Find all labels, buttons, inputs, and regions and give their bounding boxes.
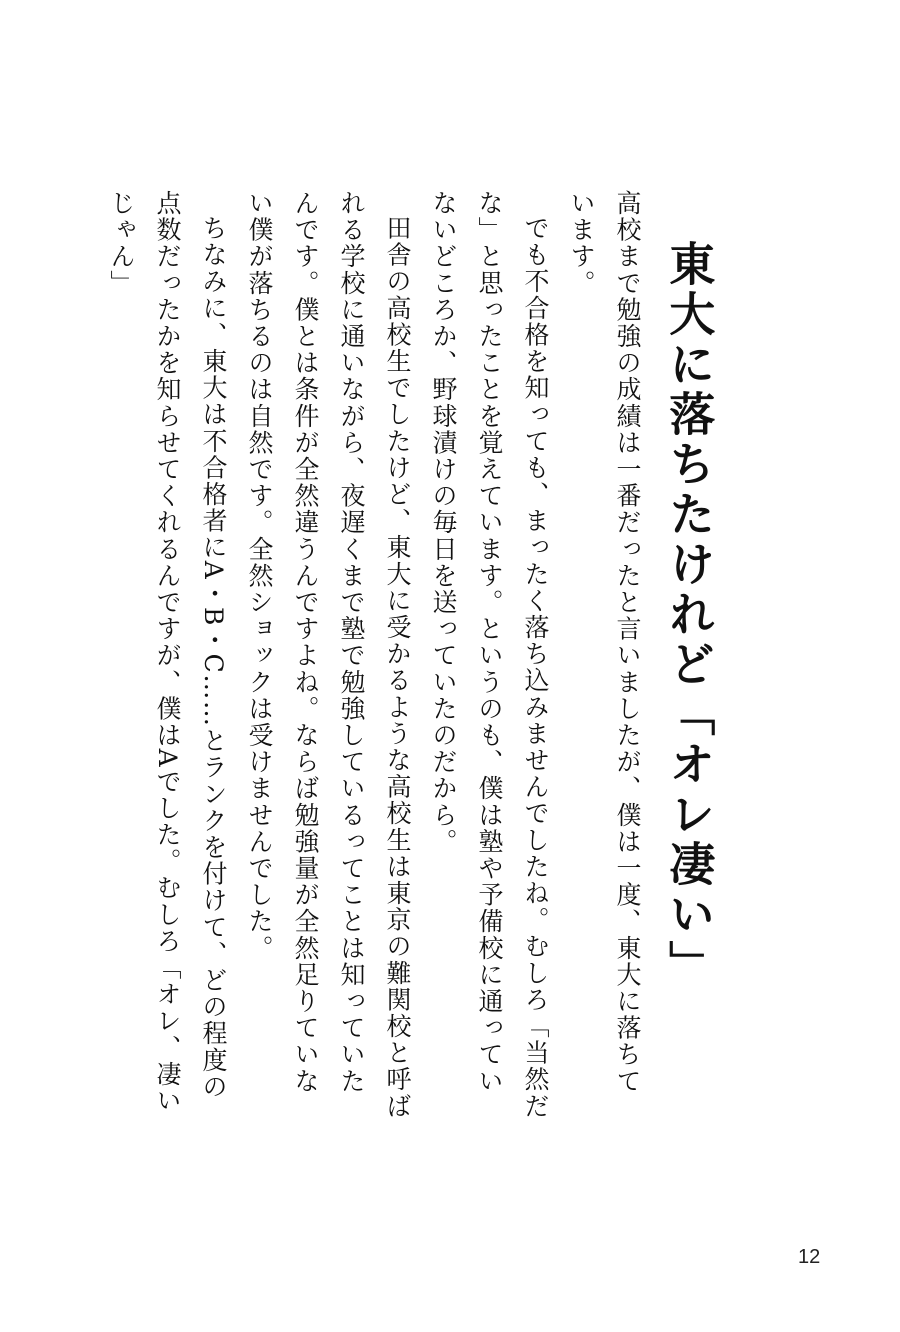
paragraph: 高校まで勉強の成績は一番だったと言いましたが、僕は一度、東大に落ちています。 [567, 190, 642, 1095]
page-number: 12 [798, 1246, 821, 1268]
chapter-title: 東大に落ちたけれど「オレ凄い」 [662, 240, 717, 990]
paragraph: ちなみに、東大は不合格者にA・B・C……とランクを付けて、どの程度の点数だったかを知らせてくれるんですが、僕はAでした。むしろ「オレ、凄いじゃん」 [107, 190, 228, 1115]
body-text [98, 190, 650, 1120]
paragraph: 田舎の高校生でしたけど、東大に受かるような高校生は東京の難関校と呼ばれる学校に通いながら、夜遅くまで塾で勉強しているってことは知っていたんです。僕とは条件が全然違うんですよね。ならば勉強量が全然足りていない僕が落ちるのは自然です。全然ショックは受けませんでした。 [245, 190, 412, 1120]
paragraph: でも不合格を知っても、まったく落ち込みませんでしたね。むしろ「当然だな」と思ったことを覚えています。というのも、僕は塾や予備校に通っていないどころか、野球漬けの毎日を送っていたのだから。 [429, 190, 550, 1120]
